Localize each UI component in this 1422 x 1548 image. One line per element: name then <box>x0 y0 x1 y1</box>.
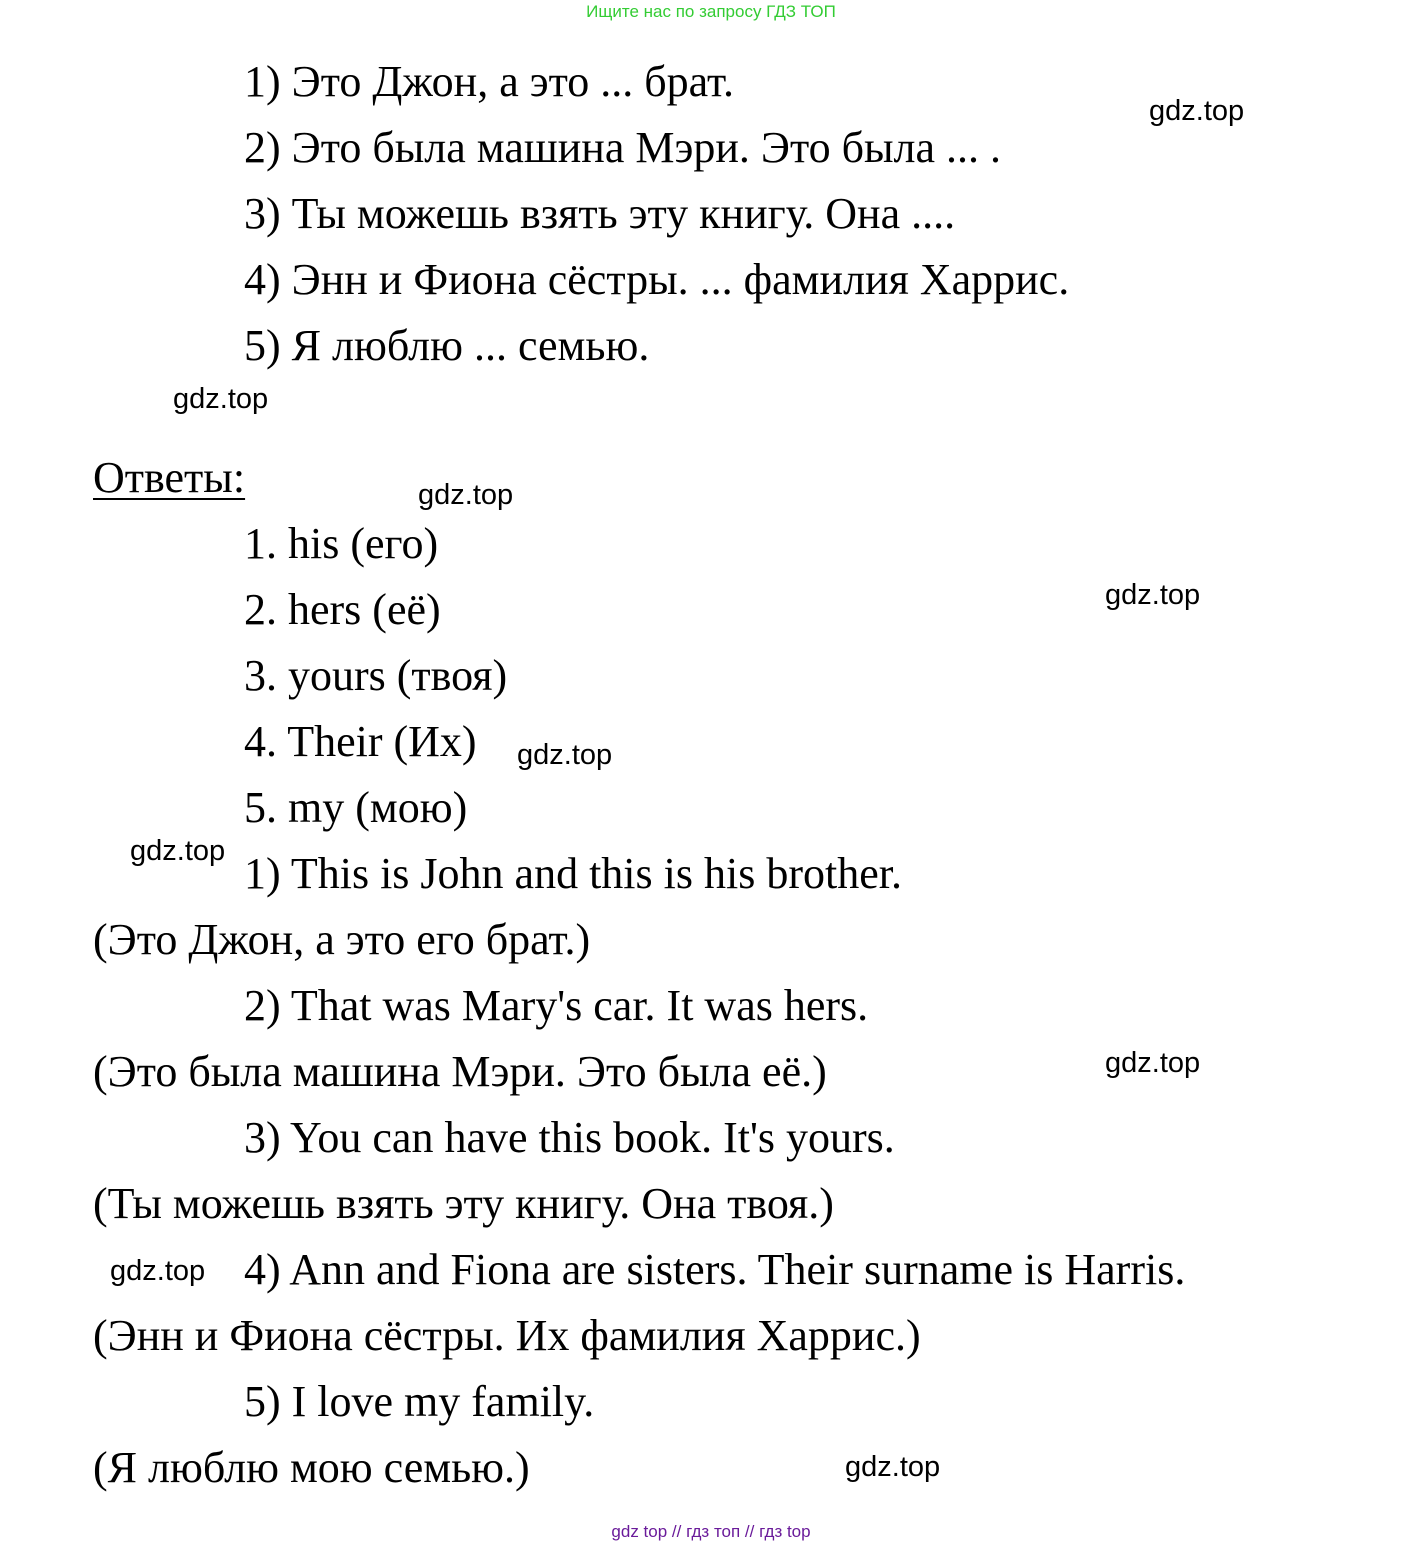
answer-3: 3. yours (твоя) <box>244 651 508 700</box>
sentence-2-ru: (Это была машина Мэри. Это была её.) <box>93 1047 827 1096</box>
watermark: gdz.top <box>1105 579 1201 611</box>
answer-1: 1. his (его) <box>244 519 439 568</box>
watermark: gdz.top <box>110 1255 206 1287</box>
question-1: 1) Это Джон, а это ... брат. <box>244 57 734 106</box>
question-4: 4) Энн и Фиона сёстры. ... фамилия Харрис. <box>244 255 1070 304</box>
sentence-5-en: 5) I love my family. <box>244 1377 595 1426</box>
watermark: gdz.top <box>418 479 514 511</box>
question-3: 3) Ты можешь взять эту книгу. Она .... <box>244 189 956 238</box>
answer-4: 4. Their (Их) <box>244 717 477 766</box>
watermark: gdz.top <box>1105 1047 1201 1079</box>
watermark: gdz.top <box>517 739 613 771</box>
question-2: 2) Это была машина Мэри. Это была ... . <box>244 123 1002 172</box>
answer-5: 5. my (мою) <box>244 783 468 832</box>
sentence-4-ru: (Энн и Фиона сёстры. Их фамилия Харрис.) <box>93 1311 921 1360</box>
sentence-3-en: 3) You can have this book. It's yours. <box>244 1113 895 1162</box>
question-5: 5) Я люблю ... семью. <box>244 321 650 370</box>
top-banner: Ищите нас по запросу ГДЗ ТОП <box>586 2 836 21</box>
footer: gdz top // гдз топ // гдз top <box>611 1522 811 1541</box>
sentence-3-ru: (Ты можешь взять эту книгу. Она твоя.) <box>93 1179 834 1228</box>
watermark: gdz.top <box>845 1451 941 1483</box>
answers-heading: Ответы: <box>93 453 246 502</box>
sentence-1-en: 1) This is John and this is his brother. <box>244 849 902 898</box>
watermark: gdz.top <box>130 835 226 867</box>
sentence-1-ru: (Это Джон, а это его брат.) <box>93 915 591 964</box>
sentence-4-en: 4) Ann and Fiona are sisters. Their surname is Harris. <box>244 1245 1186 1294</box>
sentence-5-ru: (Я люблю мою семью.) <box>93 1443 530 1492</box>
sentence-2-en: 2) That was Mary's car. It was hers. <box>244 981 869 1030</box>
answer-2: 2. hers (её) <box>244 585 441 634</box>
watermark: gdz.top <box>1149 95 1245 127</box>
watermark: gdz.top <box>173 383 269 415</box>
